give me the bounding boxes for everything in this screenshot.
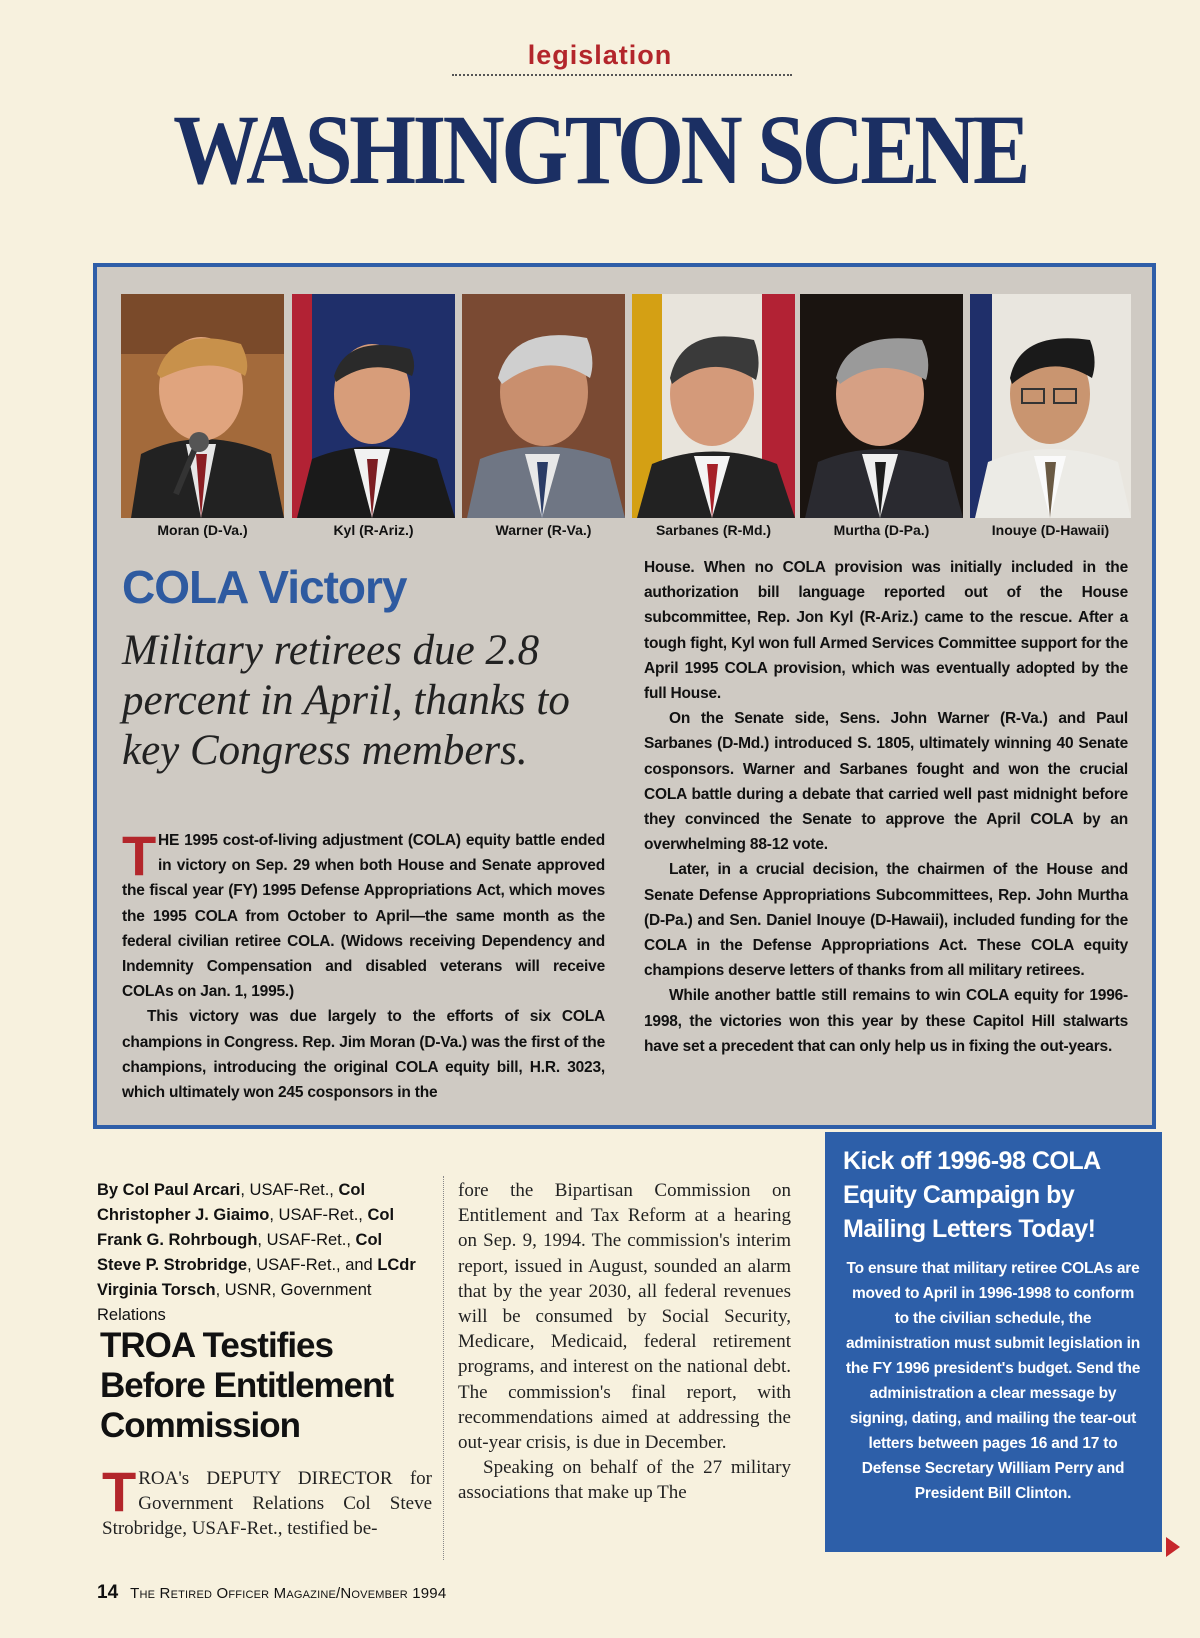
caption-inouye: Inouye (D-Hawaii) — [991, 522, 1110, 538]
cola-body-left — [122, 824, 605, 1105]
sidebar-title: Kick off 1996-98 COLA Equity Campaign by Mailing Letters Today! — [843, 1147, 1100, 1243]
caption-sarbanes: Sarbanes (R-Md.) — [655, 522, 772, 538]
cola-headline: COLA Victory — [122, 561, 407, 613]
portrait-sarbanes — [632, 294, 795, 518]
portrait-warner — [462, 294, 625, 518]
section-tag-rule — [452, 74, 792, 76]
troa-lead — [102, 1460, 432, 1542]
page-number: 14 — [97, 1582, 119, 1603]
troa-body-middle — [458, 1178, 791, 1506]
byline-text: , USAF-Ret., and — [247, 1256, 378, 1274]
byline-author: Col Frank G. Rohrbough — [97, 1206, 395, 1249]
byline-text: , USNR, Government Relations — [97, 1281, 372, 1324]
column-divider — [443, 1176, 444, 1560]
byline-text: , USAF-Ret., — [269, 1206, 368, 1224]
troa-paragraph: Speaking on behalf of the 27 military associations that make up The — [458, 1457, 791, 1504]
byline-author: LCdr Virginia Torsch — [97, 1256, 416, 1299]
sidebar-text: To ensure that military retiree COLAs are moved to April in 1996-1998 to conform to the civilian schedule, the administration must submit legislation in the FY 1996 president's budget. Send the administration a clear message by signing, dating, and mailing the tear-out letters between pages 16 and 17 to Defense Secretary William Perry and President Bill Clinton. — [845, 1260, 1141, 1502]
byline-author: Col Steve P. Strobridge — [97, 1231, 383, 1274]
cola-paragraph: On the Senate side, Sens. John Warner (R-Va.) and Paul Sarbanes (D-Md.) introduced S. 1805, ultimately winning 40 Senate cosponsors. Warner and Sarbanes fought and won the crucial COLA battle during a debate that carried well past midnight before they convinced the Senate to approve the April COLA by an overwhelming 88-12 vote. — [644, 710, 1128, 854]
section-tag: legislation — [527, 40, 673, 70]
dropcap: T — [122, 824, 157, 887]
masthead: WASHINGTON SCENE — [173, 94, 1027, 205]
caption-kyl: Kyl (R-Ariz.) — [333, 522, 414, 538]
cola-body-right — [644, 555, 1128, 1059]
byline-author: Col Christopher J. Giaimo — [97, 1181, 366, 1224]
dropcap: T — [102, 1460, 137, 1523]
cola-paragraph: Later, in a crucial decision, the chairmen of the House and Senate Defense Appropriations Subcommittees, Rep. John Murtha (D-Pa.) and Sen. Daniel Inouye (D-Hawaii), included funding for the COLA in the Defense Appropriations Act. These COLA equity champions deserve letters of thanks from all military retirees. — [644, 861, 1128, 980]
caption-moran: Moran (D-Va.) — [157, 522, 248, 538]
cola-paragraph: House. When no COLA provision was initially included in the authorization bill language reported out of the House subcommittee, Rep. Jon Kyl (R-Ariz.) came to the rescue. After a tough fight, Kyl won full Armed Services Committee support for the April 1995 COLA provision, which was eventually adopted by the full House. — [644, 559, 1128, 703]
byline — [97, 1178, 417, 1328]
caption-murtha: Murtha (D-Pa.) — [833, 522, 930, 538]
cola-paragraph: THE 1995 cost-of-living adjustment (COLA) equity battle ended in victory on Sep. 29 when both House and Senate approved the fiscal year (FY) 1995 Defense Appropriations Act, which moves the 1995 COLA from October to April—the same month as the federal civilian retiree COLA. (Widows receiving Dependency and Indemnity Compensation and disabled veterans will receive COLAs on Jan. 1, 1995.) — [122, 824, 605, 1001]
byline-text: , USAF-Ret., — [257, 1231, 356, 1249]
portrait-inouye — [970, 294, 1131, 518]
troa-paragraph: fore the Bipartisan Commission on Entitlement and Tax Reform at a hearing on Sep. 9, 1994. The commission's interim report, issued in August, sounded an alarm that by the year 2030, all federal revenues will be consumed by Social Security, Medicare, Medicaid, federal retirement programs, and interest on the national debt. The commission's final report, with recommendations aimed at addressing the out-year crisis, is due in December. — [458, 1180, 791, 1454]
portrait-moran — [121, 294, 284, 518]
publication-name: The Retired Officer Magazine/November 1994 — [130, 1585, 447, 1602]
page-footer — [97, 1582, 446, 1604]
caption-warner: Warner (R-Va.) — [495, 522, 592, 538]
continue-arrow-icon — [1166, 1537, 1180, 1557]
portrait-murtha — [800, 294, 963, 518]
cola-paragraph: This victory was due largely to the efforts of six COLA champions in Congress. Rep. Jim Moran (D-Va.) was the first of the champions, introducing the original COLA equity bill, H.R. 3023, which ultimately won 245 cosponsors in the — [122, 1008, 605, 1102]
cola-paragraph: While another battle still remains to win COLA equity for 1996-1998, the victories won this year by these Capitol Hill stalwarts have set a precedent that can only help us in fixing the out-years. — [644, 987, 1128, 1055]
troa-paragraph: TROA's DEPUTY DIRECTOR for Government Relations Col Steve Strobridge, USAF-Ret., testified be- — [102, 1460, 432, 1540]
byline-text: , USAF-Ret., — [240, 1181, 339, 1199]
troa-headline: TROA Testifies Before Entitlement Commission — [100, 1326, 394, 1445]
cola-deck: Military retirees due 2.8 percent in April, thanks to key Congress members. — [122, 627, 570, 774]
byline-author: By Col Paul Arcari — [97, 1181, 241, 1199]
portrait-kyl — [292, 294, 455, 518]
